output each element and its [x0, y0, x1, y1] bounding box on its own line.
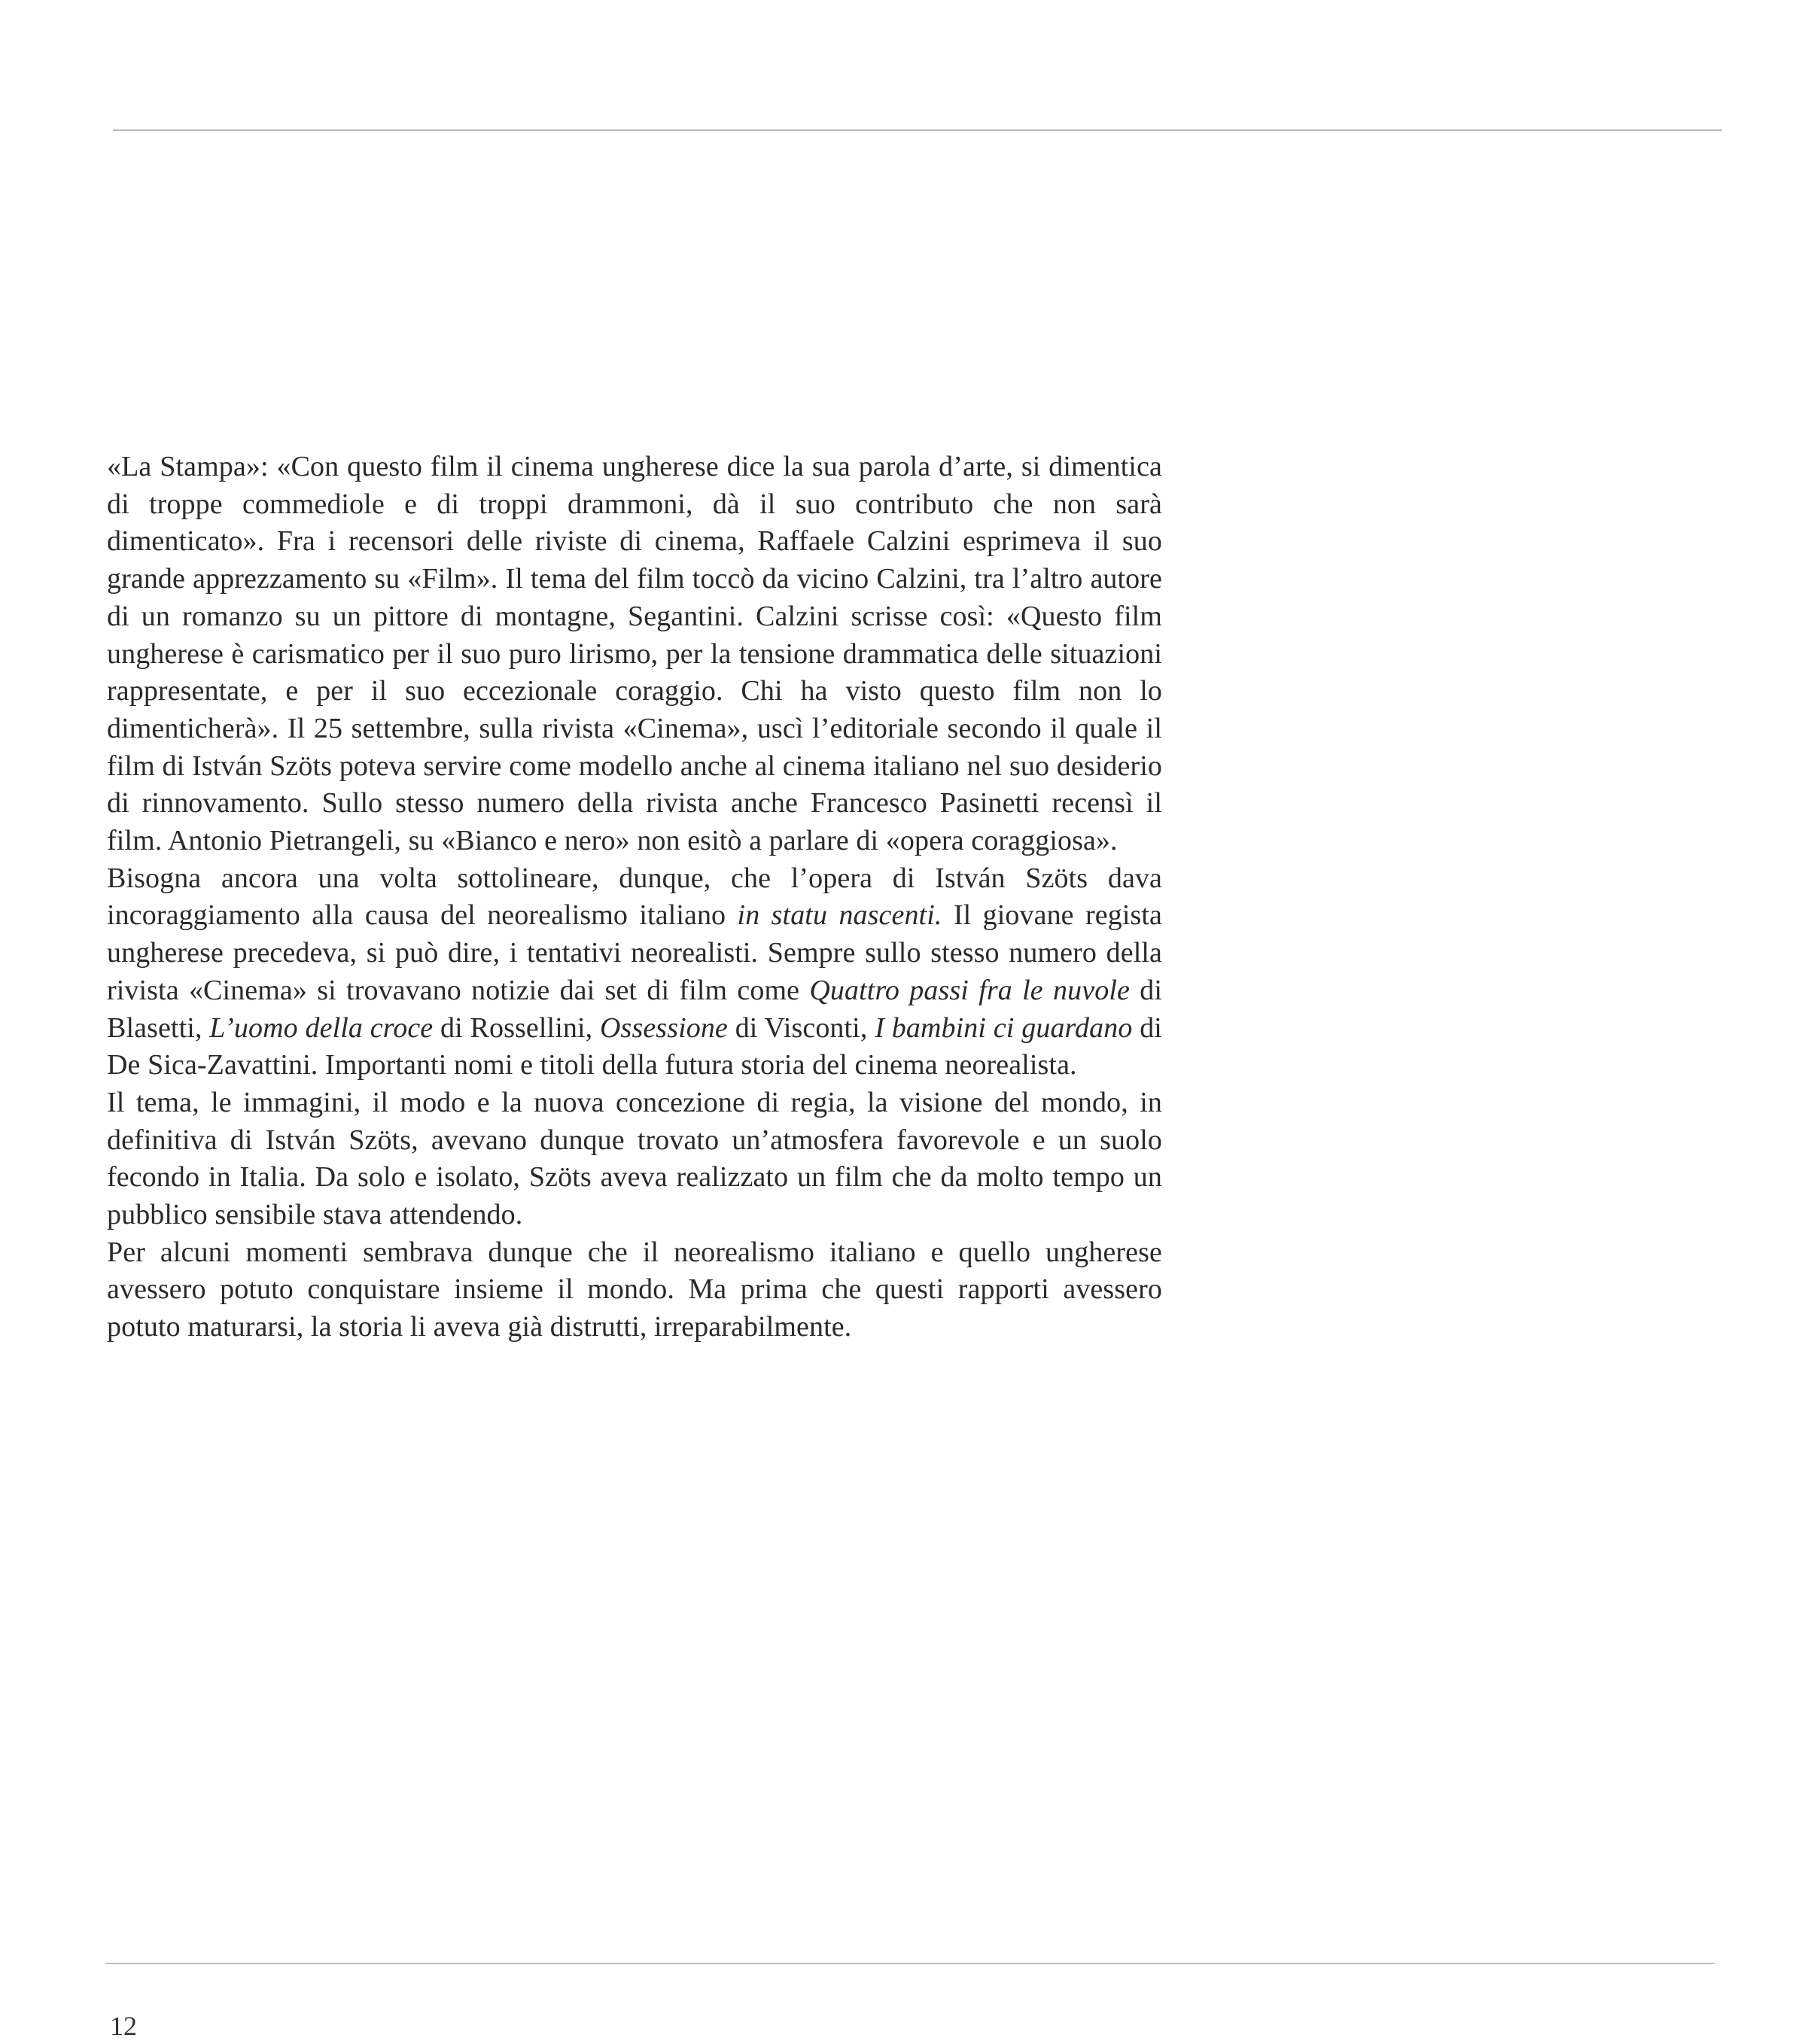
- paragraph-1: [107, 449, 1162, 860]
- paragraph-1-run-1: «La Stampa»: «Con questo film il cinema ungherese dice la sua parola d’arte, si dimentica di troppe commediole e di troppi drammoni, dà il suo contributo che non sarà dimenticato». Fra i recensori delle riviste di cinema, Raffaele Calzini esprimeva il suo grande apprezzamento su «Film». Il tema del film toccò da vicino Calzini, tra l’altro autore di un romanzo su un pittore di montagne, Segantini. Calzini scrisse così: «Questo film ungherese è carismatico per il suo puro lirismo, per la tensione drammatica delle situazioni rappresentate, e per il suo eccezionale coraggio. Chi ha visto questo film non lo dimenticherà». Il 25 settembre, sulla rivista «Cinema», uscì l’editoriale secondo il quale il film di István Szöts poteva servire come modello anche al cinema italiano nel suo desiderio di rinnovamento. Sullo stesso numero della rivista anche Francesco Pasinetti recensì il film. Antonio Pietrangeli, su «Bianco e nero» non esitò a parlare di «opera coraggiosa».: [107, 451, 1162, 857]
- paragraph-2-run-7: di Rossellini,: [433, 1011, 601, 1044]
- paragraph-2-italic-film-title-1: Quattro passi fra le nuvole: [809, 974, 1130, 1006]
- paragraph-2-run-11: di De Sica-Zavattini. Importanti nomi e titoli della futura storia del cinema neorealista.: [107, 1011, 1162, 1081]
- paragraph-2-run-1: Bisogna ancora una volta sottolineare, dunque, che l’opera di István Szöts dava incoraggiamento alla causa del neorealismo italiano: [107, 862, 1162, 932]
- top-rule: [113, 129, 1722, 131]
- paragraph-2-italic-film-title-3: Ossessione: [600, 1011, 728, 1044]
- paragraph-2-italic-film-title-2: L’uomo della croce: [209, 1011, 434, 1044]
- body-text: [107, 449, 1162, 1346]
- paragraph-2-run-3: Il giovane regista ungherese precedeva, si può dire, i tentativi neorealisti. Sempre sullo stesso numero della rivista «Cinema» si trovavano notizie dai set di film come: [107, 899, 1162, 1006]
- bottom-rule: [105, 1963, 1715, 1964]
- paragraph-2-run-5: di Blasetti,: [107, 974, 1162, 1044]
- paragraph-4: [107, 1234, 1162, 1346]
- paragraph-3-run-1: Il tema, le immagini, il modo e la nuova concezione di regia, la visione del mondo, in definitiva di István Szöts, avevano dunque trovato un’atmosfera favorevole e un suolo fecondo in Italia. Da solo e isolato, Szöts aveva realizzato un film che da molto tempo un pubblico sensibile stava attendendo.: [107, 1086, 1162, 1231]
- page-number: 12: [110, 2011, 137, 2041]
- paragraph-2: [107, 860, 1162, 1084]
- paragraph-3: [107, 1084, 1162, 1234]
- paragraph-4-run-1: Per alcuni momenti sembrava dunque che il neorealismo italiano e quello ungherese avessero potuto conquistare insieme il mondo. Ma prima che questi rapporti avessero potuto maturarsi, la storia li aveva già distrutti, irreparabilmente.: [107, 1236, 1162, 1343]
- paragraph-2-run-9: di Visconti,: [727, 1011, 875, 1044]
- paragraph-2-italic-film-title-4: I bambini ci guardano: [875, 1011, 1133, 1044]
- paragraph-2-italic-in-statu-nascenti: in statu nascenti.: [737, 899, 942, 932]
